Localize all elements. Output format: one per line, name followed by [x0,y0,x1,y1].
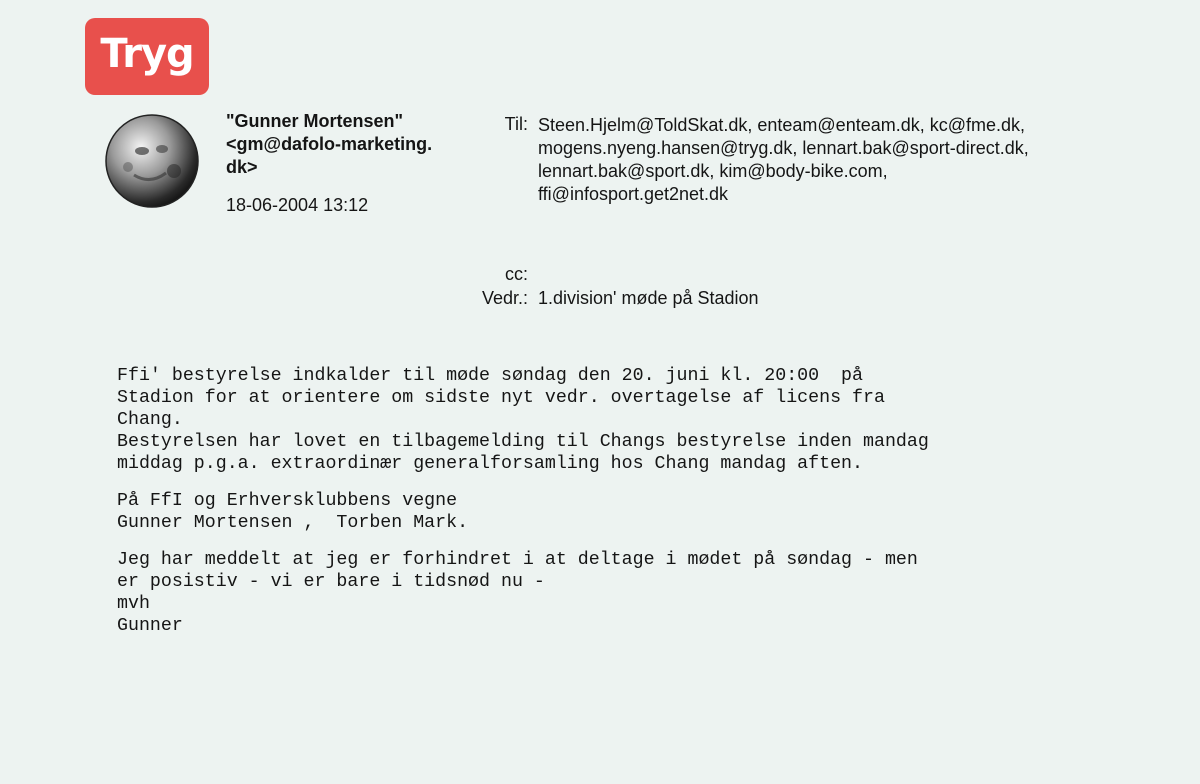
sender-name: "Gunner Mortensen" [226,111,404,131]
body-line: Bestyrelsen har lovet en tilbagemelding til Changs bestyrelse inden mandag [117,432,929,452]
subject-label: Vedr.: [481,288,528,308]
recipient-line[interactable]: Steen.Hjelm@ToldSkat.dk, enteam@enteam.dk, kc@fme.dk, [538,115,1026,135]
recipient-line[interactable]: mogens.nyeng.hansen@tryg.dk, lennart.bak@sport-direct.dk, [538,138,1029,158]
body-line: er posistiv - vi er bare i tidsnød nu - [117,572,545,592]
recipient-line[interactable]: ffi@infosport.get2net.dk [538,184,729,204]
subject: 1.division' møde på Stadion [538,288,759,308]
body-line: middag p.g.a. extraordinær generalforsamling hos Chang mandag aften. [117,454,863,474]
body-line: Jeg har meddelt at jeg er forhindret i at deltage i mødet på søndag - men [117,550,918,570]
recipient-list [538,114,1098,206]
body-line: Ffi' bestyrelse indkalder til møde søndag den 20. juni kl. 20:00 på [117,366,863,386]
body-line: Chang. [117,410,183,430]
logo-text: Tryg [100,30,194,77]
to-label: Til: [504,114,528,134]
body-line: mvh [117,594,150,614]
message-body [117,365,1117,637]
body-line: Gunner [117,616,183,636]
sent-date: 18-06-2004 13:12 [226,195,369,215]
sender-block [226,110,436,179]
tryg-logo [85,18,209,95]
cc-label: cc: [504,264,528,284]
body-line: Gunner Mortensen , Torben Mark. [117,513,469,533]
sender-email[interactable]: <gm@dafolo-marketing.dk> [226,134,433,177]
body-line: Stadion for at orientere om sidste nyt vedr. overtagelse af licens fra [117,388,885,408]
recipient-line[interactable]: lennart.bak@sport.dk, kim@body-bike.com, [538,161,888,181]
sender-avatar [104,113,200,209]
body-line: På FfI og Erhversklubbens vegne [117,491,458,511]
